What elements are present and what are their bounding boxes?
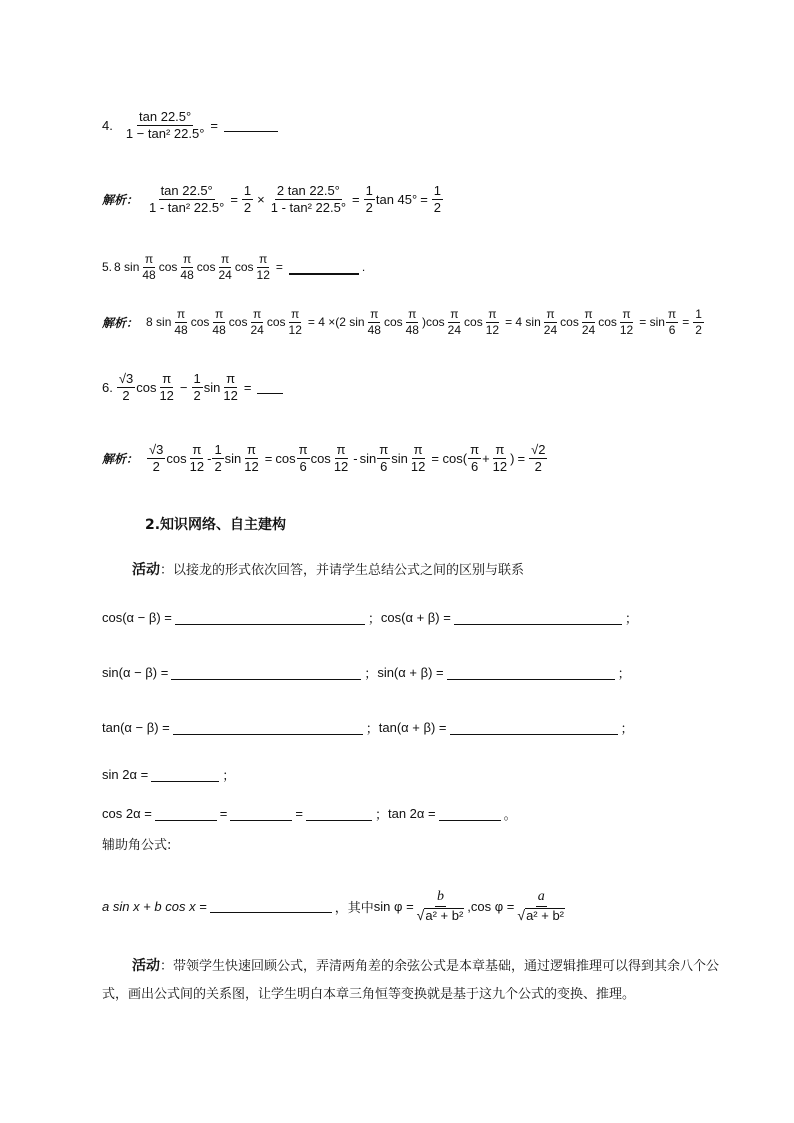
cos: cos xyxy=(560,315,579,330)
equals-sign: = xyxy=(352,191,360,207)
solution-label: 解析： xyxy=(102,451,139,466)
answer-blank xyxy=(210,911,332,913)
cos-double-formula: cos 2α = xyxy=(102,806,152,821)
cos: cos xyxy=(598,315,617,330)
equals-sign: = xyxy=(210,117,218,133)
denominator: 12 xyxy=(619,322,634,337)
fraction xyxy=(491,443,509,473)
denominator: 12 xyxy=(189,458,205,474)
fraction xyxy=(192,372,203,402)
fraction xyxy=(366,308,383,336)
numerator: 1 xyxy=(433,183,442,198)
cos-phi: ,cos φ = xyxy=(467,898,515,914)
fraction xyxy=(140,253,157,281)
denominator: 2 xyxy=(122,387,130,403)
numerator: 1 xyxy=(214,442,222,457)
fraction xyxy=(117,372,135,402)
numerator: √3 xyxy=(149,442,164,457)
cos: cos xyxy=(425,315,445,330)
denominator: 12 xyxy=(223,387,238,403)
auxiliary-formula xyxy=(102,890,568,923)
answer-blank xyxy=(155,819,217,821)
sin-sum-formula: sin(α + β) = xyxy=(377,665,444,680)
denominator: 2 xyxy=(433,199,442,215)
numerator: π xyxy=(495,442,505,457)
answer-blank xyxy=(447,678,615,680)
question-6 xyxy=(102,372,286,402)
activity-label: 活动 xyxy=(132,958,160,974)
numerator: π xyxy=(247,442,257,457)
numerator: π xyxy=(622,307,631,321)
semicolon: ； xyxy=(222,768,236,783)
fraction xyxy=(409,443,427,473)
fraction xyxy=(287,308,304,336)
equals-sign: = xyxy=(295,806,303,821)
answer-blank xyxy=(450,733,618,735)
denominator: 12 xyxy=(333,458,349,474)
plus-sign: + xyxy=(482,450,490,466)
denominator: 12 xyxy=(256,267,270,282)
semicolon: ； xyxy=(364,666,378,681)
formula-cos-row xyxy=(102,608,638,627)
semicolon: ； xyxy=(374,807,388,822)
close-paren: ) xyxy=(510,450,515,466)
sin-diff-formula: sin(α − β) = xyxy=(102,665,169,680)
sin: sin xyxy=(224,450,242,466)
fraction xyxy=(297,443,310,473)
denominator xyxy=(415,907,467,923)
numerator: π xyxy=(192,442,202,457)
cos-open: = cos( xyxy=(431,450,468,466)
semicolon: ； xyxy=(620,721,634,736)
answer-blank xyxy=(175,623,365,625)
tan-sum-formula: tan(α + β) = xyxy=(378,720,447,735)
answer-blank xyxy=(257,392,283,394)
step: = 4 sin xyxy=(505,315,541,330)
answer-blank xyxy=(454,623,622,625)
fraction xyxy=(377,443,390,473)
denominator: 6 xyxy=(470,458,479,474)
denominator: 12 xyxy=(159,387,174,403)
denominator: 48 xyxy=(212,322,226,337)
q5-solution xyxy=(102,308,705,336)
activity-2 xyxy=(102,952,722,1009)
denominator: 12 xyxy=(485,322,500,337)
radical-sign: √ xyxy=(517,906,526,923)
equals-sign: = xyxy=(420,191,428,207)
numerator: tan 22.5° xyxy=(160,183,213,198)
cos: cos xyxy=(166,450,187,466)
numerator: π xyxy=(488,307,497,321)
numerator: π xyxy=(413,442,423,457)
minus-sign: − xyxy=(179,379,188,395)
denominator: 12 xyxy=(288,322,302,337)
question-number: 4. xyxy=(102,117,113,133)
equals-sign: = xyxy=(517,450,526,466)
q6-solution xyxy=(102,443,548,473)
sin: sin xyxy=(391,450,408,466)
cos: cos xyxy=(136,379,157,395)
denominator: 2 xyxy=(214,458,222,474)
denominator: 1 - tan² 22.5° xyxy=(149,199,225,215)
cos: cos xyxy=(383,315,403,330)
question-number: 5. xyxy=(102,260,113,275)
cos-diff-formula: cos(α − β) = xyxy=(102,610,172,625)
denominator: 1 − tan² 22.5° xyxy=(125,125,205,141)
aux-lhs: a sin x + b cos x = xyxy=(102,898,207,914)
q4-solution xyxy=(102,184,444,214)
question-4 xyxy=(102,110,281,140)
cos: cos xyxy=(275,450,296,466)
numerator: π xyxy=(450,307,459,321)
numerator: √2 xyxy=(531,442,546,457)
equals-sign: = xyxy=(264,450,273,466)
denominator: 2 xyxy=(695,322,702,337)
sqrt-expr xyxy=(517,908,565,923)
sin-double-formula: sin 2α = xyxy=(102,767,149,782)
numerator: 1 xyxy=(193,371,201,386)
activity-text: ：带领学生快速回顾公式，弄清两角差的余弦公式是本章基础，通过逻辑推理可以得到其余八个公式，画出公式间的关系图，让学生明白本章三角恒等变换就是基于这九个公式的变换、推理。 xyxy=(102,959,720,1002)
numerator: π xyxy=(253,307,262,321)
fraction xyxy=(693,308,704,336)
denominator: 48 xyxy=(142,267,156,282)
fraction xyxy=(332,443,350,473)
fraction xyxy=(147,184,226,214)
denominator: 24 xyxy=(543,322,558,337)
answer-blank xyxy=(224,130,278,132)
answer-blank xyxy=(289,272,359,275)
numerator: π xyxy=(162,371,172,386)
denominator: 2 xyxy=(534,458,542,474)
denominator: 48 xyxy=(174,322,188,337)
fraction-half xyxy=(432,184,443,214)
radicand: a² + b² xyxy=(425,907,464,923)
fraction xyxy=(484,308,501,336)
fraction xyxy=(446,308,463,336)
paren: ) xyxy=(421,315,426,330)
where-text: ，其中 xyxy=(334,900,374,916)
period-dot: . xyxy=(361,260,366,275)
numerator: π xyxy=(291,307,300,321)
fraction xyxy=(242,443,260,473)
formula-tan-row xyxy=(102,718,634,737)
numerator: tan 22.5° xyxy=(139,109,192,124)
denominator: 6 xyxy=(380,458,388,474)
sin: sin xyxy=(359,450,377,466)
fraction xyxy=(172,308,189,336)
fraction xyxy=(216,253,233,281)
step: = 4 ×(2 sin xyxy=(307,315,365,330)
semicolon: ； xyxy=(365,721,379,736)
denominator: 2 xyxy=(152,458,160,474)
fraction xyxy=(221,372,239,402)
denominator: 48 xyxy=(405,322,419,337)
fraction xyxy=(404,308,421,336)
numerator: a xyxy=(536,890,547,907)
fraction-half xyxy=(242,184,253,214)
denominator: 12 xyxy=(492,458,508,474)
tan45: tan 45° xyxy=(375,191,418,207)
numerator: π xyxy=(259,252,268,266)
solution-label: 解析： xyxy=(102,315,139,330)
coef: 8 sin xyxy=(114,260,140,275)
numerator: π xyxy=(546,307,555,321)
radical-sign: √ xyxy=(416,906,425,923)
activity-label: 活动 xyxy=(132,562,160,578)
sin-phi: sin φ = xyxy=(373,898,414,914)
coef: 8 sin xyxy=(146,315,172,330)
cos: cos xyxy=(190,315,210,330)
answer-blank xyxy=(171,678,361,680)
fraction xyxy=(255,253,272,281)
step: = sin xyxy=(639,315,665,330)
denominator xyxy=(515,907,567,923)
denominator: 2 xyxy=(365,199,373,215)
cos-sum-formula: cos(α + β) = xyxy=(380,610,451,625)
fraction xyxy=(157,372,175,402)
cos: cos xyxy=(266,315,286,330)
numerator: 1 xyxy=(243,183,252,198)
fraction xyxy=(178,253,195,281)
semicolon: ； xyxy=(617,666,631,681)
equals-sign: = xyxy=(275,260,283,275)
semicolon: ； xyxy=(367,611,381,626)
fraction xyxy=(248,308,265,336)
section-heading: 2.知识网络、自主建构 xyxy=(145,517,287,533)
denominator: 1 - tan² 22.5° xyxy=(270,199,347,215)
denominator: 6 xyxy=(299,458,307,474)
minus-sign: - xyxy=(353,450,358,466)
cos: cos xyxy=(464,315,483,330)
numerator: 2 tan 22.5° xyxy=(276,183,340,198)
answer-blank xyxy=(151,780,219,782)
cos: cos xyxy=(158,260,178,275)
formula-cos2a-row xyxy=(102,804,517,823)
equals-sign: = xyxy=(219,806,228,821)
fraction-half xyxy=(364,184,375,214)
numerator: π xyxy=(221,252,230,266)
fraction xyxy=(468,443,481,473)
answer-blank xyxy=(439,819,501,821)
numerator: π xyxy=(336,442,346,457)
fraction xyxy=(542,308,559,336)
denominator: 24 xyxy=(250,322,264,337)
denominator: 2 xyxy=(243,199,252,215)
answer-blank xyxy=(306,819,372,821)
formula-sin-row xyxy=(102,663,631,682)
period: 。 xyxy=(503,807,517,822)
fraction xyxy=(666,308,678,336)
equals-sign: = xyxy=(230,191,238,207)
fraction xyxy=(580,308,597,336)
minus-sign: - xyxy=(207,450,212,466)
cos: cos xyxy=(196,260,216,275)
numerator: √3 xyxy=(118,371,134,386)
answer-blank xyxy=(230,819,292,821)
fraction xyxy=(269,184,348,214)
numerator: π xyxy=(370,307,379,321)
fraction-a xyxy=(515,890,567,923)
auxiliary-title: 辅助角公式: xyxy=(102,838,172,853)
sqrt-expr xyxy=(417,908,465,923)
denominator: 2 xyxy=(193,387,201,403)
formula-sin2a-row xyxy=(102,765,235,784)
numerator: π xyxy=(298,442,308,457)
fraction xyxy=(212,443,223,473)
semicolon: ； xyxy=(624,611,638,626)
fraction xyxy=(210,308,227,336)
numerator: 1 xyxy=(695,307,702,321)
numerator: π xyxy=(214,307,224,321)
numerator: π xyxy=(182,252,192,266)
denominator: 6 xyxy=(668,322,676,337)
equals-sign: = xyxy=(243,379,252,395)
activity-1 xyxy=(132,556,752,585)
numerator: π xyxy=(667,307,677,321)
numerator: 1 xyxy=(365,183,373,198)
cos: cos xyxy=(310,450,331,466)
tan-double-formula: tan 2α = xyxy=(388,806,436,821)
question-5 xyxy=(102,253,365,281)
fraction xyxy=(529,443,547,473)
answer-blank xyxy=(173,733,363,735)
denominator: 24 xyxy=(581,322,596,337)
numerator: π xyxy=(176,307,186,321)
numerator: π xyxy=(408,307,417,321)
question-number: 6. xyxy=(102,379,113,395)
denominator: 48 xyxy=(367,322,381,337)
cos: cos xyxy=(228,315,248,330)
cos: cos xyxy=(234,260,254,275)
radicand: a² + b² xyxy=(526,907,565,923)
denominator: 48 xyxy=(180,267,194,282)
fraction-b xyxy=(415,890,467,923)
numerator: π xyxy=(144,252,154,266)
numerator: π xyxy=(226,371,236,386)
denominator: 24 xyxy=(447,322,462,337)
activity-text: ：以接龙的形式依次回答，并请学生总结公式之间的区别与联系 xyxy=(160,563,525,578)
fraction xyxy=(124,110,207,140)
solution-label: 解析： xyxy=(102,192,139,207)
numerator: π xyxy=(379,442,389,457)
times-sign: × xyxy=(257,191,265,207)
tan-diff-formula: tan(α − β) = xyxy=(102,720,170,735)
fraction xyxy=(188,443,206,473)
numerator: b xyxy=(435,890,446,907)
numerator: π xyxy=(470,442,480,457)
equals-sign: = xyxy=(682,315,690,330)
denominator: 24 xyxy=(218,267,232,282)
sin: sin xyxy=(203,379,221,395)
fraction xyxy=(147,443,165,473)
fraction xyxy=(618,308,635,336)
numerator: π xyxy=(584,307,593,321)
denominator: 12 xyxy=(244,458,259,474)
denominator: 12 xyxy=(410,458,426,474)
